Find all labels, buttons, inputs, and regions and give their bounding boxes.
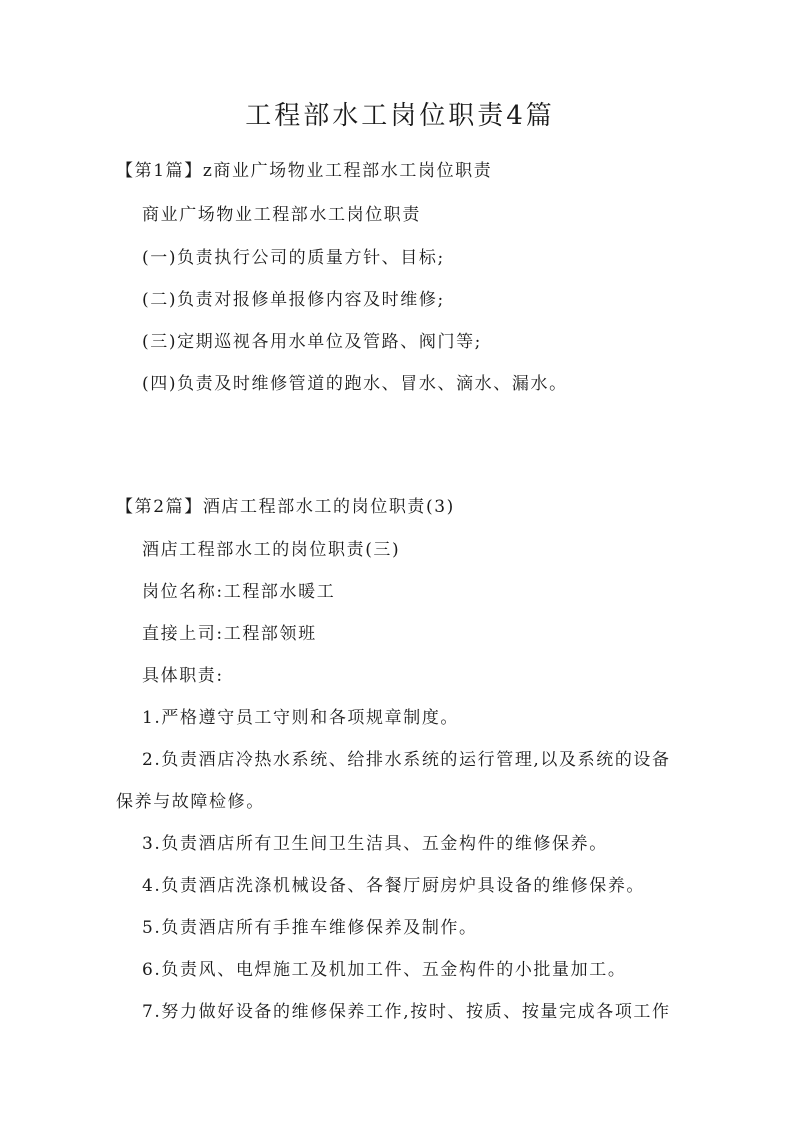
section-2-line: 5.负责酒店所有手推车维修保养及制作。 [142,918,478,938]
section-2-line: 3.负责酒店所有卫生间卫生洁具、五金构件的维修保养。 [142,834,608,854]
section-1-line: 商业广场物业工程部水工岗位职责 [142,205,421,225]
section-2-line: 具体职责: [142,666,224,686]
section-1-line: (三)定期巡视各用水单位及管路、阀门等; [142,332,482,352]
section-2-line: 4.负责酒店洗涤机械设备、各餐厅厨房炉具设备的维修保养。 [142,876,646,896]
section-2-line: 6.负责风、电焊施工及机加工件、五金构件的小批量加工。 [142,960,627,980]
section-2-line: 2.负责酒店冷热水系统、给排水系统的运行管理,以及系统的设备 [142,750,671,770]
section-2-line: 7.努力做好设备的维修保养工作,按时、按质、按量完成各项工作 [142,1002,671,1022]
section-2-line: 直接上司:工程部领班 [142,624,317,644]
section-2-line: 酒店工程部水工的岗位职责(三) [142,540,401,560]
section-2-heading: 【第2篇】酒店工程部水工的岗位职责(3) [116,497,455,517]
section-1-line: (四)负责及时维修管道的跑水、冒水、滴水、漏水。 [142,374,568,394]
section-1-heading: 【第1篇】z商业广场物业工程部水工岗位职责 [116,161,493,181]
section-1-line: (二)负责对报修单报修内容及时维修; [142,290,445,310]
section-2-line: 1.严格遵守员工守则和各项规章制度。 [142,708,460,728]
section-1-line: (一)负责执行公司的质量方针、目标; [142,248,445,268]
section-2-line: 保养与故障检修。 [116,792,265,812]
section-2-line: 岗位名称:工程部水暖工 [142,582,336,602]
document-title: 工程部水工岗位职责4篇 [245,101,555,131]
